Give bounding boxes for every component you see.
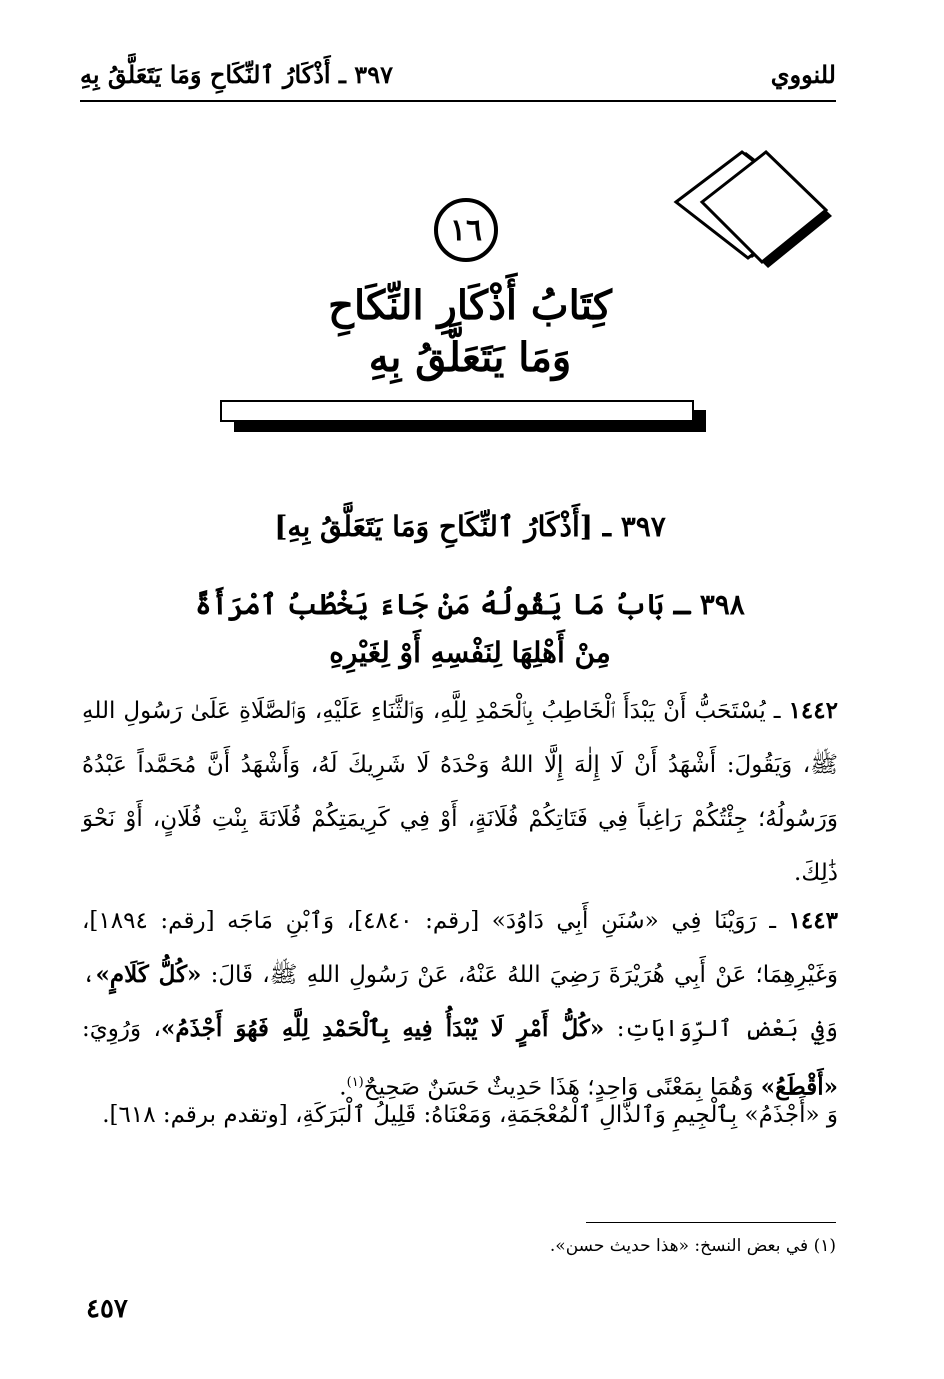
hadith-quote-3: «أَقْطَعُ» xyxy=(760,1073,838,1101)
paragraph-1443-text-g: وَهُمَا بِمَعْنًى وَاحِدٍ؛ هَذَا حَدِيثٌ حَسَنٌ صَحِيحٌ xyxy=(363,1074,761,1101)
section-heading-397: ٣٩٧ ـ [أَذْكَارُ ٱلنِّكَاحِ وَمَا يَتَعَلَّقُ بِهِ] xyxy=(274,510,666,543)
hadith-quote-1: «كُلُّ كَلَامٍ» xyxy=(95,961,202,988)
footnote-reference[interactable]: (١) xyxy=(346,1075,364,1090)
section-heading-398-line-2: مِنْ أَهْلِهَا لِنَفْسِهِ أَوْ لِغَيْرِهِ xyxy=(329,636,611,669)
chapter-title-line-2: وَمَا يَتَعَلَّقُ بِهِ xyxy=(368,334,572,381)
chapter-title-line-1: كِتَابُ أَذْكَارِ النِّكَاحِ xyxy=(328,282,612,329)
running-header-chapter: ٣٩٧ ـ أَذْكَارُ ٱلنِّكَاحِ وَمَا يَتَعَلَّقُ بِهِ xyxy=(80,60,393,89)
page-number: ٤٥٧ xyxy=(86,1294,128,1324)
footnote-1: (١) في بعض النسخ: «هذا حديث حسن». xyxy=(549,1236,836,1256)
paragraph-note-ajdham: وَ «أَجْذَمُ» بِٱلْجِيمِ وَٱلذَّالِ ٱلْمُعْجَمَةِ، وَمَعْنَاهُ: قَلِيلُ ٱلْبَرَكَةِ، [وتقدم برقم: ٦١٨]. xyxy=(102,1102,838,1128)
paragraph-1442-text: ـ يُسْتَحَبُّ أَنْ يَبْدَأَ ٱلْخَاطِبُ بِٱلْحَمْدِ لِلَّهِ، وَٱلثَّنَاءِ عَلَيْهِ، وَٱلصَّلَاةِ عَلَىٰ رَسُولِ اللهِ ﷺ، وَيَقُولَ: أَشْهَدُ أَنْ لَا إِلٰهَ إِلَّا اللهُ وَحْدَهُ لَا شَرِيكَ لَهُ، وَأَشْهَدُ أَنَّ مُحَمَّداً عَبْدُهُ وَرَسُولُهُ؛ جِئْتُكُمْ رَاغِباً فِي فَتَاتِكُمْ فُلَانَةٍ، أَوْ فِي كَرِيمَتِكُمْ فُلَانَةَ بِنْتِ فُلَانٍ، أَوْ نَحْوَ ذَٰلِكَ. xyxy=(82,698,838,886)
footnote-divider xyxy=(586,1222,836,1223)
chapter-number-badge: ١٦ xyxy=(434,198,498,262)
section-heading-398-line-1: ٣٩٨ ـ بَابُ مَا يَقُولُهُ مَنْ جَاءَ يَخْطُبُ ٱمْرَأَةً xyxy=(195,588,745,621)
paragraph-number-1442: ١٤٤٢ xyxy=(788,697,838,724)
decorative-squares-icon xyxy=(668,150,838,290)
paragraph-1443-text-c: ، وَفِي بَعْضِ ٱلرِّوَايَاتِ: xyxy=(82,962,839,1042)
paragraph-1442 xyxy=(82,684,838,900)
paragraph-1443-text-a: ـ رَوَيْنَا فِي «سُنَنِ أَبِي دَاوُدَ» [رقم: ٤٨٤٠]، وَٱبْنِ مَاجَه [رقم: ١٨٩٤]، وَغَيْرِهِمَا؛ عَنْ أَبِي هُرَيْرَةَ رَضِيَ اللهُ عَنْهُ، عَنْ رَسُولِ اللهِ ﷺ، قَالَ: xyxy=(82,908,839,988)
running-header-book: للنووي xyxy=(770,60,836,89)
paragraph-number-1443: ١٤٤٣ xyxy=(788,907,838,934)
paragraph-1443-text-h: . xyxy=(339,1074,347,1101)
running-header xyxy=(80,48,836,102)
paragraph-1443 xyxy=(82,894,838,1115)
title-underline-bar xyxy=(220,400,706,436)
paragraph-1443-text-e: ، وَرُوِيَ: xyxy=(82,1016,161,1042)
hadith-quote-2: «كُلُّ أَمْرٍ لَا يُبْدَأُ فِيهِ بِٱلْحَمْدِ لِلَّهِ فَهُوَ أَجْذَمُ» xyxy=(160,1015,605,1042)
